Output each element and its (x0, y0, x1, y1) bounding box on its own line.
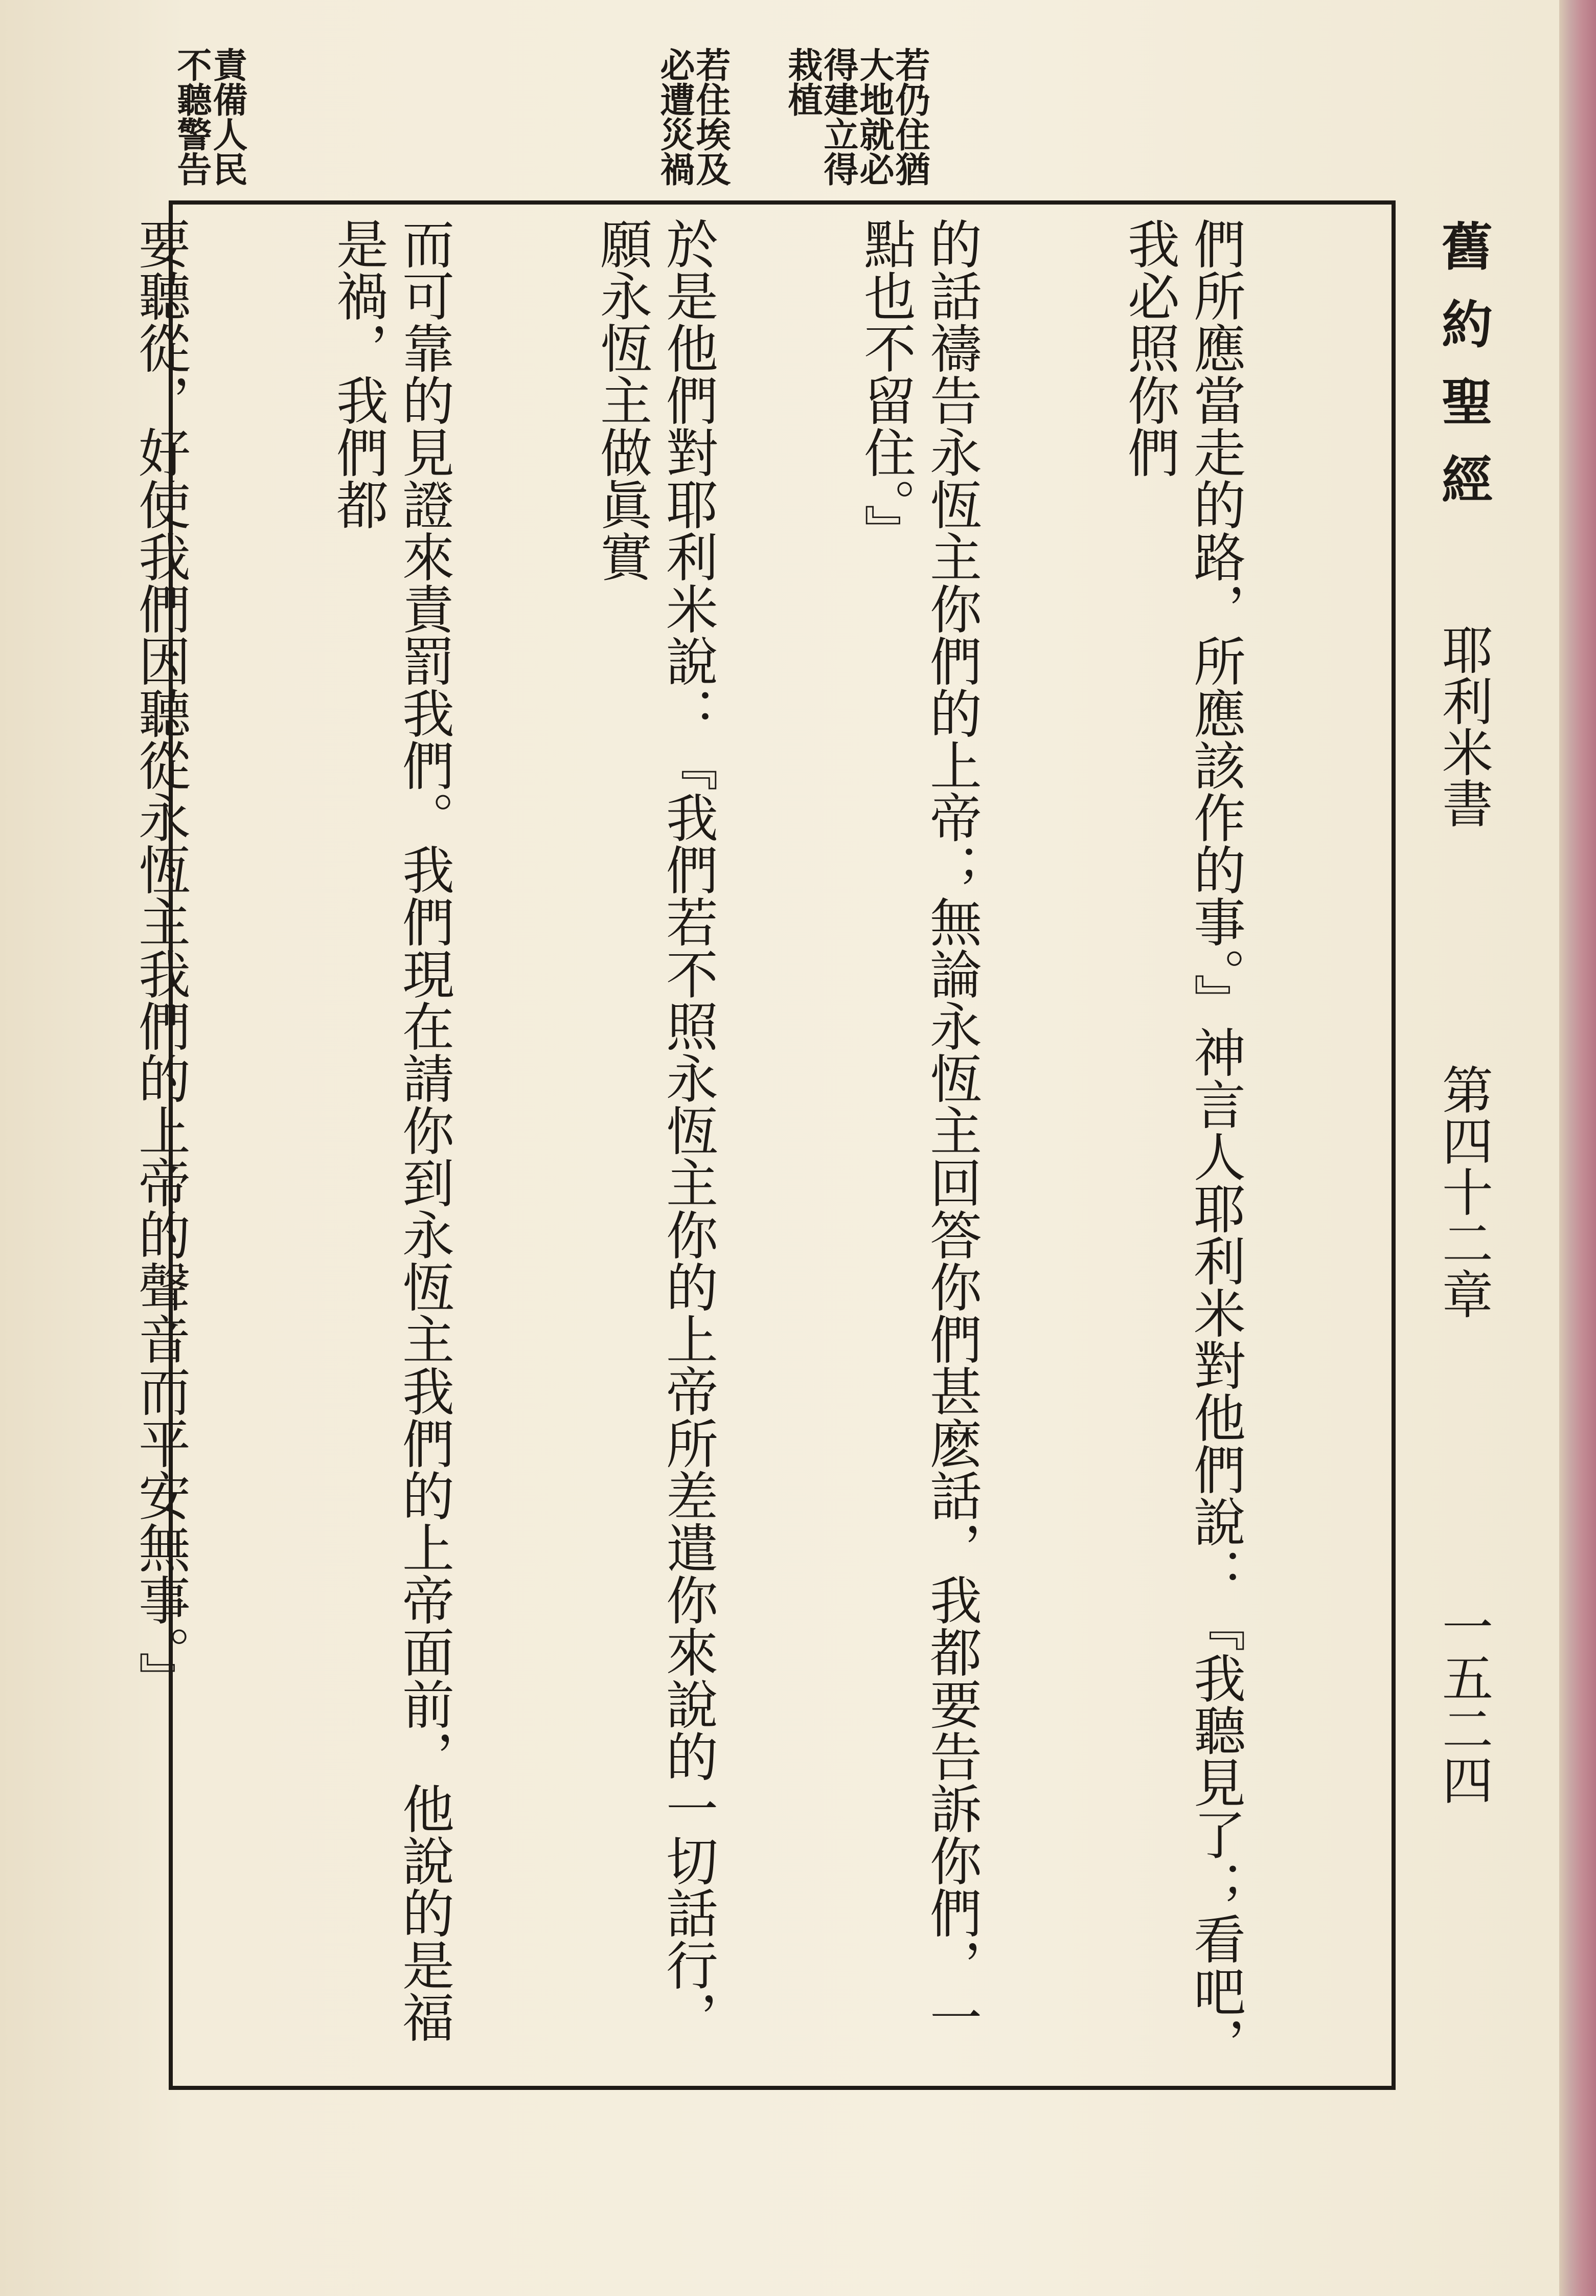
margin-note-1-line-1: 責備人民 (207, 47, 248, 186)
book-edge (1559, 0, 1596, 2296)
margin-note-3-line-3: 得建立得 (818, 47, 859, 186)
body-text (130, 217, 1380, 2079)
margin-note-2-line-1: 若住埃及 (690, 47, 731, 186)
text-column: 的話禱告永恆主你們的上帝；無論永恆主回答你們甚麽話，我都要告訴你們，一點也不留住。』 (855, 217, 982, 2043)
text-column: 而可靠的見證來責罰我們。我們現在請你到永恆主我們的上帝面前，他說的是福是禍，我們都 (328, 217, 454, 2043)
margin-note-3-line-1: 若仍住猶 (890, 47, 930, 186)
margin-note-1-line-2: 不聽警告 (171, 47, 212, 186)
margin-note-3-line-2: 大地就必 (854, 47, 895, 186)
margin-note-3-line-4: 栽植 (782, 47, 823, 117)
book-name: 耶利米書 (1433, 624, 1493, 828)
text-column: 於是他們對耶利米說：『我們若不照永恆主你的上帝所差遣你來說的一切話行，願永恆主做眞實 (591, 217, 718, 2043)
page-number: 一五二四 (1433, 1601, 1493, 1805)
text-column: 要聽從，好使我們因聽從永恆主我們的上帝的聲音而平安無事。』 (130, 217, 191, 1704)
chapter-label: 第四十二章 (1433, 1064, 1493, 1319)
text-column: 們所應當走的路，所應該作的事。』神言人耶利米對他們說：『我聽見了；看吧，我必照你們 (1119, 217, 1246, 2069)
margin-note-2-line-2: 必遭災禍 (654, 47, 695, 186)
book-series-title: 舊約聖經 (1433, 220, 1493, 531)
